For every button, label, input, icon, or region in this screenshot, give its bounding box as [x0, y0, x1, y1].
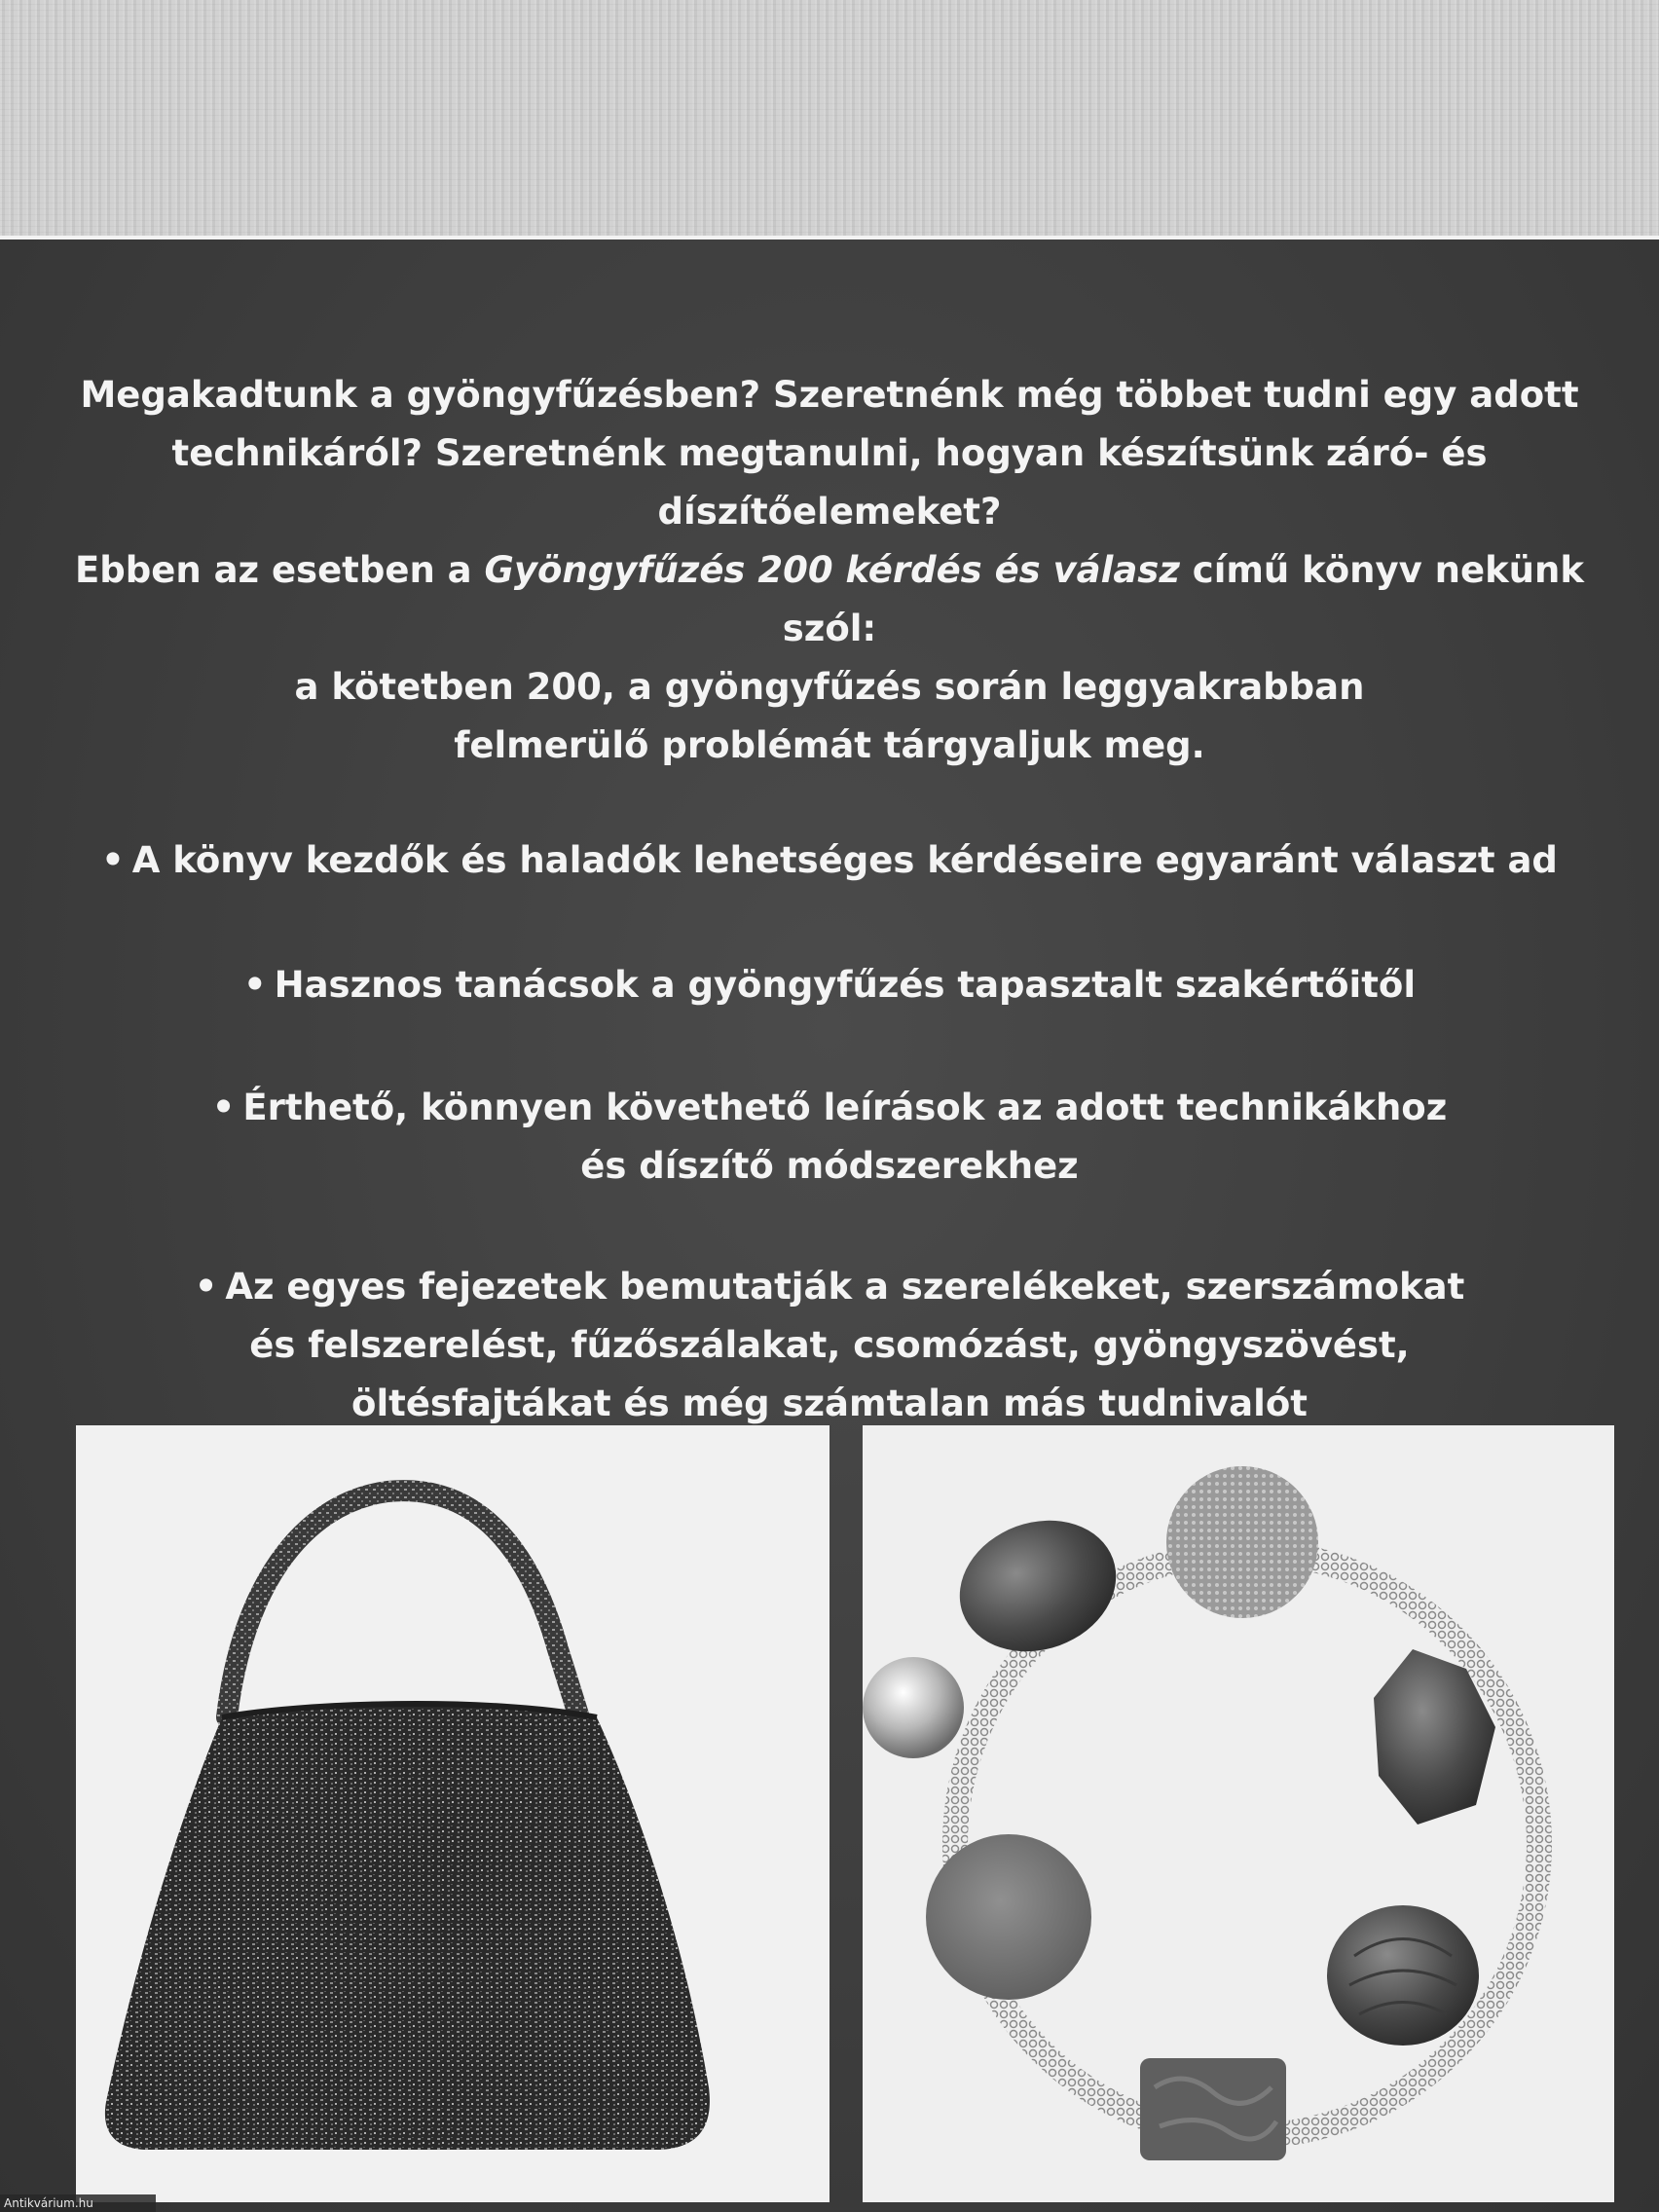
bullet-line — [39, 1258, 1620, 1316]
intro-line: a kötetben 200, a gyöngyfűzés során leggyakrabban — [294, 666, 1365, 708]
bullet-text: Érthető, könnyen követhető leírások az adott technikákhoz — [242, 1087, 1448, 1128]
intro-text: című könyv nekünk szól: — [782, 549, 1584, 649]
bullet-item — [39, 1079, 1620, 1196]
cover-text-block — [39, 366, 1620, 1433]
bag-body — [105, 1704, 710, 2150]
bag-handle — [227, 1491, 582, 1727]
bead-rectangle — [1140, 2058, 1286, 2160]
bullet-line: és díszítő módszerekhez — [580, 1145, 1079, 1187]
bead-melon — [1327, 1905, 1479, 2046]
intro-line — [39, 541, 1620, 658]
bracelet-illustration — [863, 1425, 1614, 2202]
intro-text: Ebben az esetben a — [75, 549, 485, 591]
intro-line: felmerülő problémát tárgyaljuk meg. — [454, 724, 1205, 766]
intro-paragraph — [39, 366, 1620, 775]
bullet-icon: • — [101, 839, 125, 881]
book-title: Gyöngyfűzés 200 kérdés és válasz — [484, 549, 1180, 591]
bead-felt — [926, 1834, 1091, 2000]
bullet-text: A könyv kezdők és haladók lehetséges kérdéseire egyaránt választ ad — [131, 839, 1558, 881]
bullet-line — [39, 956, 1620, 1014]
bullet-line: öltésfajtákat és még számtalan más tudnivalót — [351, 1382, 1308, 1424]
bullet-icon: • — [194, 1266, 218, 1308]
bead-pearl — [863, 1657, 964, 1758]
intro-line: Megakadtunk a gyöngyfűzésben? Szeretnénk még többet tudni egy adott — [80, 374, 1579, 416]
handbag-photo — [76, 1425, 830, 2202]
watermark-text: Antikvárium.hu — [0, 2194, 156, 2212]
bead-crochet — [1166, 1466, 1318, 1618]
bead-oval-dark — [941, 1499, 1135, 1673]
bullet-item — [39, 831, 1620, 890]
intro-line: technikáról? Szeretnénk megtanulni, hogyan készítsünk záró- és díszítőelemeket? — [171, 432, 1488, 533]
table-surface-background — [0, 0, 1659, 239]
bullet-text: Hasznos tanácsok a gyöngyfűzés tapasztalt szakértőitől — [274, 964, 1417, 1006]
bracelet-photo — [863, 1425, 1614, 2202]
bullet-item — [39, 1258, 1620, 1433]
bullet-icon: • — [211, 1087, 236, 1128]
bullet-line — [39, 831, 1620, 890]
bullet-item — [39, 956, 1620, 1014]
bullet-line — [39, 1079, 1620, 1137]
bullet-line: és felszerelést, fűzőszálakat, csomózást, gyöngyszövést, — [249, 1324, 1410, 1366]
bullet-icon: • — [242, 964, 267, 1006]
handbag-illustration — [76, 1425, 830, 2202]
bullet-text: Az egyes fejezetek bemutatják a szerelékeket, szerszámokat — [225, 1266, 1465, 1308]
